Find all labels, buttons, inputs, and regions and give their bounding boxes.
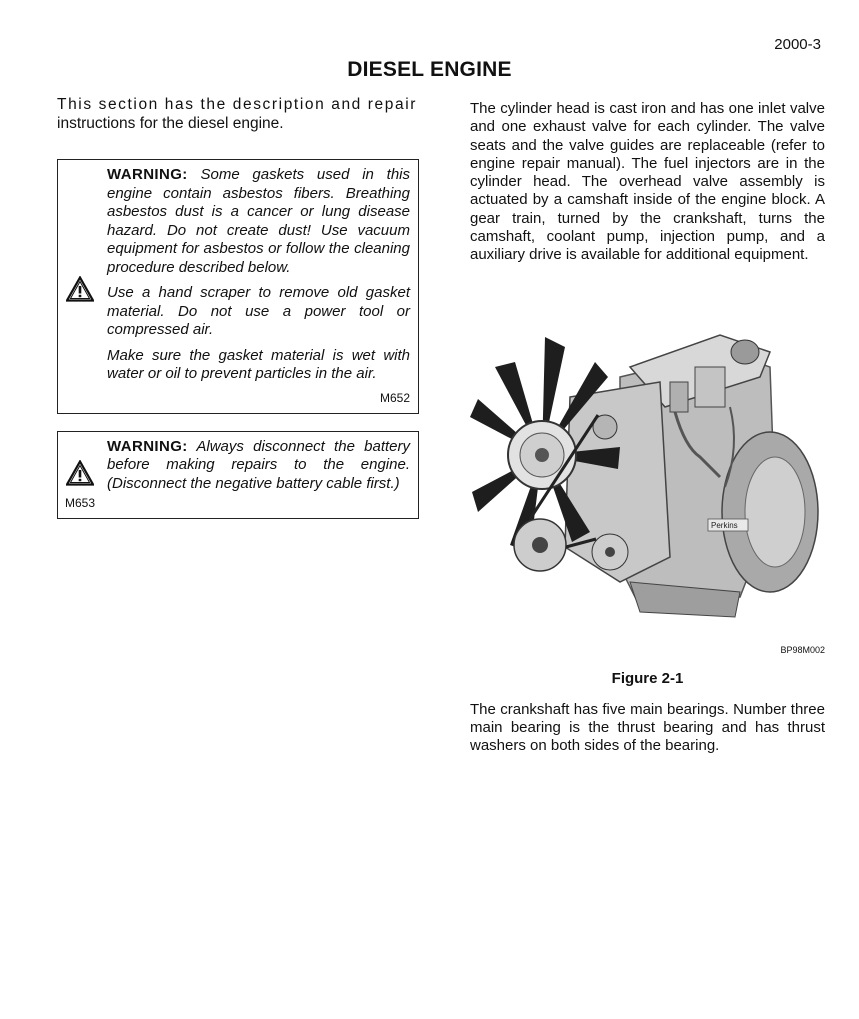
page-number: 2000-3 bbox=[774, 36, 821, 53]
warning-1-body: Some gaskets used in this engine contain asbestos fibers. Breathing asbestos dust is a cancer or lung disease hazard. Do not create dust! Use vacuum equipment for asbestos or follow the cleaning procedure described below. bbox=[107, 166, 410, 276]
warning-triangle-icon bbox=[66, 460, 94, 486]
warning-1-text-1 bbox=[107, 166, 410, 277]
figure-caption: Figure 2-1 bbox=[611, 669, 684, 687]
page-title: DIESEL ENGINE bbox=[347, 58, 512, 81]
engine-figure bbox=[470, 307, 825, 625]
warning-2-text bbox=[107, 438, 410, 494]
right-column bbox=[470, 100, 825, 756]
intro-paragraph bbox=[57, 95, 419, 133]
left-column bbox=[57, 95, 419, 519]
engine-photo bbox=[470, 307, 825, 625]
warning-1-label: WARNING: bbox=[107, 166, 188, 183]
asbestos-warning-box bbox=[57, 159, 419, 414]
figure-image-code: BP98M002 bbox=[780, 644, 825, 655]
warning-2-body: Always disconnect the battery before making repairs to the engine. (Disconnect the negative battery cable first.) bbox=[107, 437, 410, 492]
engine-brand-text: Perkins bbox=[711, 520, 738, 530]
warning-triangle-icon bbox=[66, 276, 94, 302]
warning-1-code: M652 bbox=[379, 390, 410, 405]
battery-warning-box bbox=[57, 431, 419, 520]
cylinder-head-paragraph: The cylinder head is cast iron and has one inlet valve and one exhaust valve for each cylinder. The valve seats and the valve guides are replaceable (refer to engine repair manual). The fuel injectors are in the cylinder head. The overhead valve assembly is actuated by a camshaft inside of the engine block. A gear train, turned by the crankshaft, turns the camshaft, coolant pump, injection pump, and a auxiliary drive is available for additional equipment. bbox=[470, 100, 825, 264]
intro-line-1: This section has the description and repair bbox=[57, 96, 418, 113]
warning-1-text-3: Make sure the gasket material is wet with water or oil to prevent particles in the air. bbox=[107, 346, 410, 382]
warning-2-code: M653 bbox=[65, 496, 96, 510]
warning-1-text-2: Use a hand scraper to remove old gasket material. Do not use a power tool or compressed air. bbox=[107, 284, 410, 338]
intro-line-2: instructions for the diesel engine. bbox=[57, 115, 284, 132]
crankshaft-paragraph: The crankshaft has five main bearings. Number three main bearing is the thrust bearing and has thrust washers on both sides of the bearing. bbox=[470, 700, 825, 755]
warning-2-label: WARNING: bbox=[107, 437, 188, 455]
